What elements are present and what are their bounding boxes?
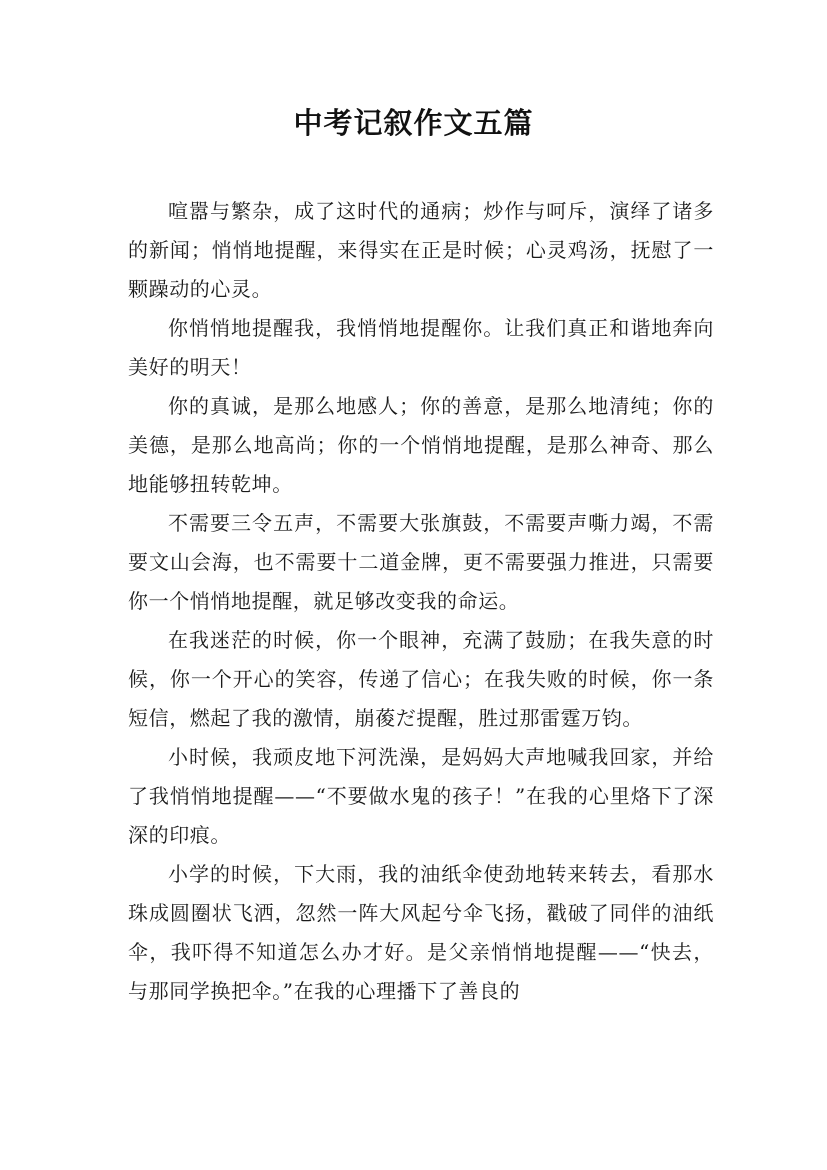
paragraph: 不需要三令五声，不需要大张旗鼓，不需要声嘶力竭，不需要文山会海，也不需要十二道金牌，更不需要强力推进，只需要你一个悄悄地提醒，就足够改变我的命运。	[128, 511, 714, 613]
paragraph: 喧嚣与繁杂，成了这时代的通病；炒作与呵斥，演绎了诸多的新闻；悄悄地提醒，来得实在正是时候；心灵鸡汤，抚慰了一颗躁动的心灵。	[128, 199, 714, 301]
paragraph: 小学的时候，下大雨，我的油纸伞使劲地转来转去，看那水珠成圆圈状飞洒，忽然一阵大风起兮伞飞扬，戳破了同伴的油纸伞，我吓得不知道怎么办才好。是父亲悄悄地提醒——“快去，与那同学换把伞。”在我的心理播下了善良的	[128, 862, 714, 1003]
paragraph: 在我迷茫的时候，你一个眼神，充满了鼓励；在我失意的时候，你一个开心的笑容，传递了信心；在我失败的时候，你一条短信，燃起了我的激情，崩葰だ提醒，胜过那雷霆万钧。	[128, 628, 714, 730]
document-body	[128, 192, 714, 1011]
document-title: 中考记叙作文五篇	[293, 106, 534, 140]
paragraph: 你的真诚，是那么地感人；你的善意，是那么地清纯；你的美德，是那么地高尚；你的一个悄悄地提醒，是那么神奇、那么地能够扭转乾坤。	[128, 394, 714, 496]
paragraph: 小时候，我顽皮地下河洗澡，是妈妈大声地喊我回家，并给了我悄悄地提醒——“不要做水鬼的孩子！”在我的心里烙下了深深的印痕。	[128, 745, 714, 847]
paragraph: 你悄悄地提醒我，我悄悄地提醒你。让我们真正和谐地奔向美好的明天！	[128, 316, 714, 379]
